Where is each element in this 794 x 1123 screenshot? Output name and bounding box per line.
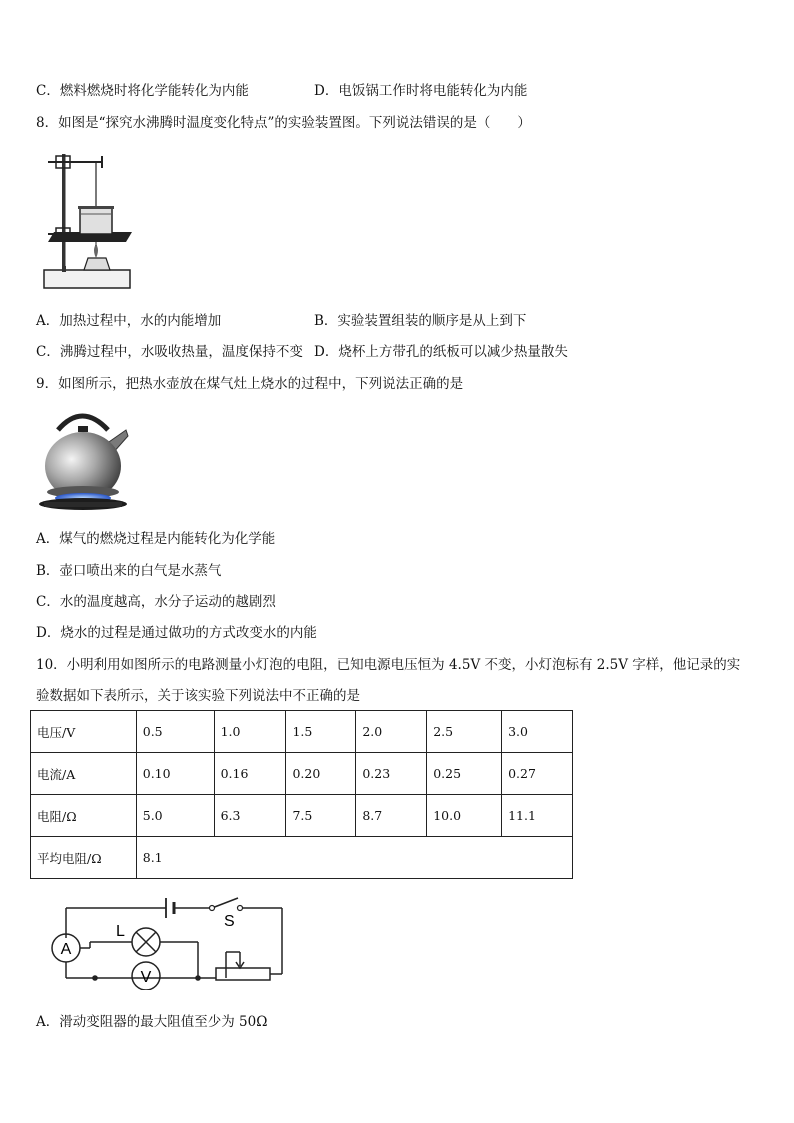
measurement-table	[30, 710, 573, 879]
table-cell: 7.5	[286, 795, 356, 837]
table-cell: 2.5	[427, 711, 502, 753]
q9-option-c: C．水的温度越高，水分子运动的越剧烈	[36, 594, 276, 610]
table-cell: 1.0	[214, 711, 286, 753]
q9-option-d: D．烧水的过程是通过做功的方式改变水的内能	[36, 625, 317, 641]
table-cell: 0.16	[214, 753, 286, 795]
kettle-photo	[36, 404, 130, 516]
boiling-apparatus-figure	[40, 146, 140, 296]
table-cell: 6.3	[214, 795, 286, 837]
q7-option-c: C．燃料燃烧时将化学能转化为内能	[36, 83, 249, 99]
table-cell: 0.23	[356, 753, 427, 795]
row-label: 平均电阻/Ω	[31, 837, 137, 879]
table-cell: 11.1	[502, 795, 573, 837]
ammeter-label: A	[60, 941, 72, 958]
q10-stem-line2: 验数据如下表所示，关于该实验下列说法中不正确的是	[36, 688, 360, 704]
table-cell: 1.5	[286, 711, 356, 753]
row-label: 电阻/Ω	[31, 795, 137, 837]
switch-label: S	[224, 913, 235, 930]
q8-option-a: A．加热过程中，水的内能增加	[36, 313, 222, 329]
table-cell: 10.0	[427, 795, 502, 837]
q10-stem-line1: 10．小明利用如图所示的电路测量小灯泡的电阻，已知电源电压恒为 4.5V 不变，小灯泡标有 2.5V 字样，他记录的实	[36, 657, 741, 673]
voltmeter-label: V	[140, 969, 152, 986]
table-cell: 5.0	[136, 795, 214, 837]
table-row	[31, 711, 573, 753]
table-cell: 3.0	[502, 711, 573, 753]
q8-stem: 8．如图是“探究水沸腾时温度变化特点”的实验装置图。下列说法错误的是（ ）	[36, 115, 531, 131]
table-row	[31, 753, 573, 795]
q7-option-d: D．电饭锅工作时将电能转化为内能	[314, 83, 528, 99]
table-cell: 8.1	[136, 837, 572, 879]
table-cell: 0.10	[136, 753, 214, 795]
lamp-label: L	[116, 923, 125, 940]
q8-option-b: B．实验装置组装的顺序是从上到下	[314, 313, 527, 329]
q9-option-a: A．煤气的燃烧过程是内能转化为化学能	[36, 531, 276, 547]
table-cell: 2.0	[356, 711, 427, 753]
table-row	[31, 795, 573, 837]
table-cell: 0.20	[286, 753, 356, 795]
q8-option-d: D．烧杯上方带孔的纸板可以减少热量散失	[314, 344, 568, 360]
table-cell: 0.25	[427, 753, 502, 795]
table-cell: 0.27	[502, 753, 573, 795]
q8-option-c: C．沸腾过程中，水吸收热量，温度保持不变	[36, 344, 303, 360]
circuit-diagram	[40, 890, 290, 990]
q10-option-a: A．滑动变阻器的最大阻值至少为 50Ω	[36, 1014, 268, 1030]
q9-option-b: B．壶口喷出来的白气是水蒸气	[36, 563, 222, 579]
table-cell: 8.7	[356, 795, 427, 837]
q9-stem: 9．如图所示，把热水壶放在煤气灶上烧水的过程中，下列说法正确的是	[36, 376, 464, 392]
table-row	[31, 837, 573, 879]
table-cell: 0.5	[136, 711, 214, 753]
row-label: 电流/A	[31, 753, 137, 795]
row-label: 电压/V	[31, 711, 137, 753]
